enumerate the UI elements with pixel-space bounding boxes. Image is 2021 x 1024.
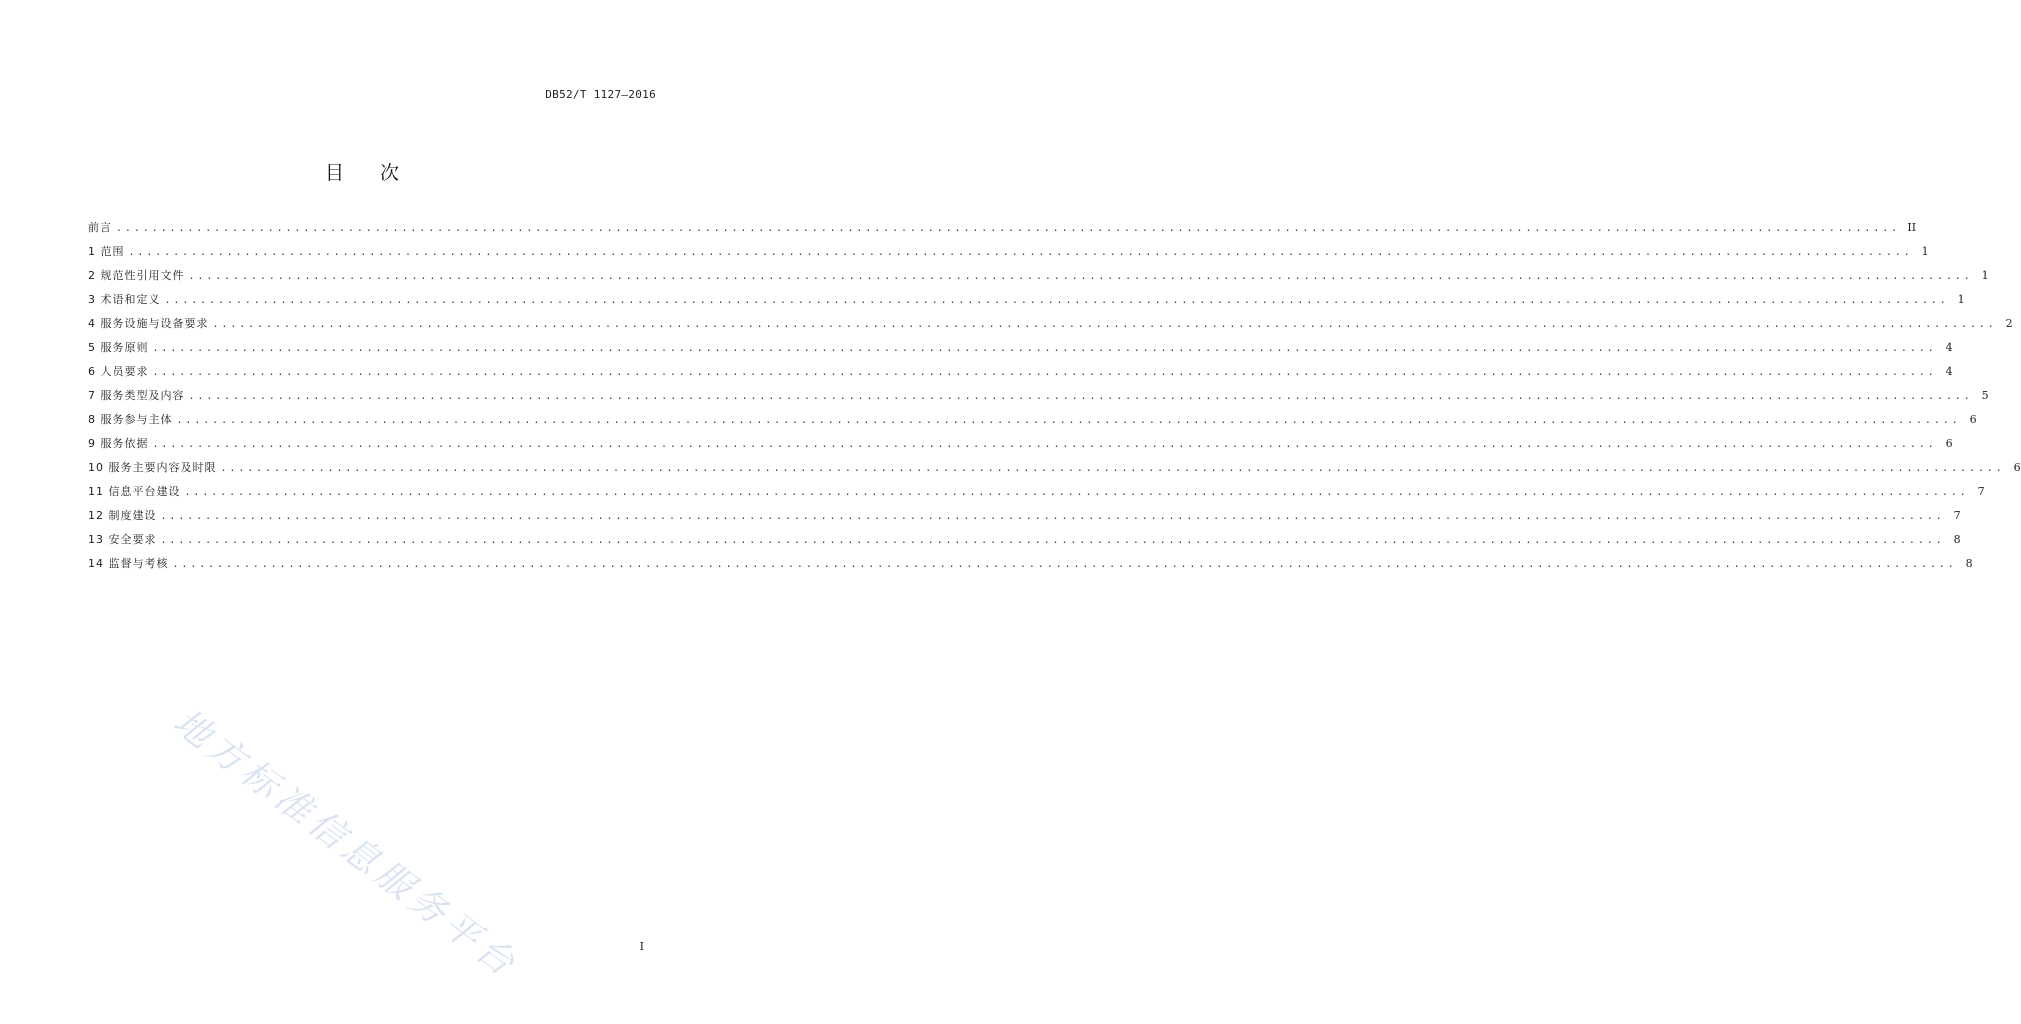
toc-entry-label: 1 范围: [88, 245, 125, 258]
toc-entry-label: 前言: [88, 221, 112, 234]
toc-entry-label: 8 服务参与主体: [88, 413, 173, 426]
toc-entry[interactable]: [88, 264, 1989, 288]
toc-entry-label: 3 术语和定义: [88, 293, 161, 306]
toc-dot-leader: ........................................................................................................................................................................................................: [188, 391, 1973, 402]
toc-entry-page: 8: [1953, 533, 1961, 546]
toc-entry-page: 5: [1981, 389, 1989, 402]
document-code: DB52/T 1127—2016: [545, 88, 656, 101]
toc-dot-leader: ........................................................................................................................................................................................................: [172, 559, 1957, 570]
toc-entry[interactable]: [88, 312, 2013, 336]
toc-dot-leader: ........................................................................................................................................................................................................: [160, 535, 1945, 546]
toc-dot-leader: ........................................................................................................................................................................................................: [152, 367, 1937, 378]
toc-entry-page: 1: [1957, 293, 1965, 306]
toc-dot-leader: ........................................................................................................................................................................................................: [116, 223, 1901, 234]
toc-entry-page: II: [1907, 221, 1917, 234]
toc-dot-leader: ........................................................................................................................................................................................................: [188, 271, 1973, 282]
toc-entry-label: 6 人员要求: [88, 365, 149, 378]
toc-entry-label: 14 监督与考核: [88, 557, 169, 570]
toc-entry-label: 4 服务设施与设备要求: [88, 317, 209, 330]
toc-entry-page: 8: [1965, 557, 1973, 570]
toc-entry-page: 6: [1945, 437, 1953, 450]
toc-entry[interactable]: [88, 528, 1961, 552]
toc-dot-leader: ........................................................................................................................................................................................................: [152, 343, 1937, 354]
toc-entry[interactable]: [88, 432, 1953, 456]
toc-dot-leader: ........................................................................................................................................................................................................: [128, 247, 1913, 258]
toc-entry-label: 7 服务类型及内容: [88, 389, 185, 402]
toc-title: 目次: [324, 162, 435, 184]
toc-entry-page: 2: [2005, 317, 2013, 330]
toc-dot-leader: ........................................................................................................................................................................................................: [220, 463, 2005, 474]
table-of-contents: [88, 216, 2021, 576]
toc-dot-leader: ........................................................................................................................................................................................................: [160, 511, 1945, 522]
toc-entry-page: 1: [1921, 245, 1929, 258]
toc-entry[interactable]: [88, 216, 1917, 240]
toc-dot-leader: ........................................................................................................................................................................................................: [164, 295, 1949, 306]
toc-entry[interactable]: [88, 384, 1989, 408]
toc-entry-label: 9 服务依据: [88, 437, 149, 450]
toc-entry[interactable]: [88, 504, 1961, 528]
toc-entry-label: 5 服务原则: [88, 341, 149, 354]
toc-dot-leader: ........................................................................................................................................................................................................: [184, 487, 1969, 498]
toc-entry[interactable]: [88, 552, 1973, 576]
toc-entry-page: 7: [1977, 485, 1985, 498]
toc-entry[interactable]: [88, 336, 1953, 360]
toc-entry-label: 2 规范性引用文件: [88, 269, 185, 282]
toc-entry[interactable]: [88, 360, 1953, 384]
watermark: 地方标准信息服务平台: [165, 701, 526, 988]
toc-entry-label: 11 信息平台建设: [88, 485, 181, 498]
toc-entry-page: 6: [2013, 461, 2021, 474]
toc-entry[interactable]: [88, 240, 1929, 264]
toc-dot-leader: ........................................................................................................................................................................................................: [152, 439, 1937, 450]
toc-entry-label: 12 制度建设: [88, 509, 157, 522]
toc-entry[interactable]: [88, 408, 1977, 432]
page-number: I: [639, 940, 644, 953]
toc-entry-page: 4: [1945, 341, 1953, 354]
toc-entry[interactable]: [88, 288, 1965, 312]
toc-entry-page: 7: [1953, 509, 1961, 522]
toc-dot-leader: ........................................................................................................................................................................................................: [212, 319, 1997, 330]
toc-entry-page: 1: [1981, 269, 1989, 282]
toc-entry-label: 10 服务主要内容及时限: [88, 461, 217, 474]
toc-entry-page: 4: [1945, 365, 1953, 378]
toc-entry[interactable]: [88, 480, 1985, 504]
toc-entry[interactable]: [88, 456, 2021, 480]
toc-entry-page: 6: [1969, 413, 1977, 426]
toc-entry-label: 13 安全要求: [88, 533, 157, 546]
toc-dot-leader: ........................................................................................................................................................................................................: [176, 415, 1961, 426]
